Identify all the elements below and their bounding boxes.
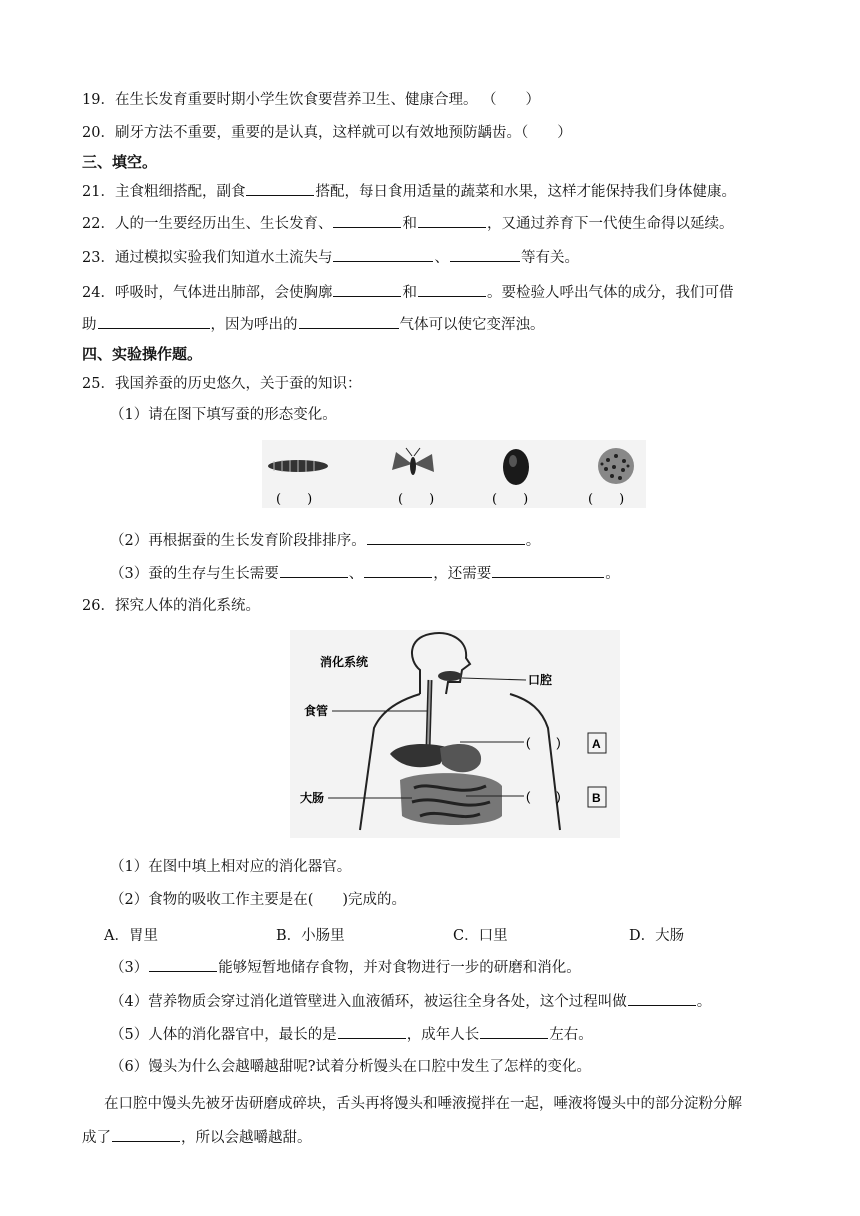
digestive-system-svg	[290, 630, 620, 838]
answer-blank[interactable]	[338, 1024, 406, 1039]
stage-3-blank: ( )	[492, 492, 529, 507]
answer-blank[interactable]	[333, 247, 433, 262]
label-mouth: 口腔	[528, 673, 553, 687]
silkworm-stages-svg	[262, 440, 646, 508]
stage-1-blank: ( )	[276, 492, 313, 507]
question-24-line-2: 助 ，因为呼出的 气体可以使它变浑浊。	[82, 314, 545, 335]
question-23: 23．通过模拟实验我们知道水土流失与 、 等有关。	[82, 247, 579, 268]
question-26-part-2: （2）食物的吸收工作主要是在( )完成的。	[110, 892, 407, 908]
digestive-system-figure	[290, 630, 620, 838]
section-4-heading: 四、实验操作题。	[82, 345, 203, 363]
answer-blank[interactable]	[418, 282, 486, 297]
question-25-stem: 25．我国养蚕的历史悠久，关于蚕的知识：	[82, 376, 362, 392]
moth-icon	[392, 448, 434, 475]
question-25-part-1: （1）请在图下填写蚕的形态变化。	[110, 407, 337, 423]
question-26-part-3: （3） 能够短暂地储存食物，并对食物进行一步的研磨和消化。	[110, 957, 581, 978]
eggs-icon	[598, 448, 634, 484]
question-25-part-3: （3）蚕的生存与生长需要 、 ，还需要 。	[110, 563, 620, 584]
question-26-stem: 26．探究人体的消化系统。	[82, 598, 260, 614]
question-19: 19．在生长发育重要时期小学生饮食要营养卫生、健康合理。 （ ）	[82, 92, 541, 108]
question-26-part-5: （5）人体的消化器官中，最长的是 ，成年人长 左右。	[110, 1024, 593, 1045]
answer-blank[interactable]	[364, 563, 432, 578]
answer-blank[interactable]	[480, 1024, 548, 1039]
question-25-part-2: （2）再根据蚕的生长发育阶段排排序。 。	[110, 530, 540, 551]
answer-blank[interactable]	[492, 563, 604, 578]
question-26-part-4: （4）营养物质会穿过消化道管壁进入血液循环，被运往全身各处，这个过程叫做 。	[110, 991, 711, 1012]
question-20: 20．刷牙方法不重要，重要的是认真，这样就可以有效地预防龋齿。（ ）	[82, 125, 572, 141]
stage-2-blank: ( )	[398, 492, 435, 507]
label-esophagus: 食管	[304, 704, 329, 718]
option-b[interactable]: B．小肠里	[276, 928, 345, 944]
answer-blank[interactable]	[367, 530, 525, 545]
answer-paragraph-line-1: 在口腔中馒头先被牙齿研磨成碎块，舌头再将馒头和唾液搅拌在一起，唾液将馒头中的部分淀粉分解	[104, 1096, 742, 1112]
label-large-intestine: 大肠	[300, 791, 325, 805]
option-d[interactable]: D．大肠	[629, 928, 685, 944]
option-a[interactable]: A．胃里	[104, 928, 158, 944]
larva-icon	[268, 460, 328, 472]
answer-blank[interactable]	[246, 181, 314, 196]
box-a: A	[592, 737, 601, 751]
answer-blank[interactable]	[418, 213, 486, 228]
option-c[interactable]: C．口里	[453, 928, 508, 944]
blank-a: ( )	[526, 735, 561, 750]
cocoon-icon	[503, 449, 529, 485]
answer-blank[interactable]	[112, 1127, 180, 1142]
figure-title: 消化系统	[320, 655, 369, 669]
stage-4-blank: ( )	[588, 492, 625, 507]
silkworm-life-cycle-figure	[262, 440, 646, 508]
answer-blank[interactable]	[333, 213, 401, 228]
section-3-heading: 三、填空。	[82, 153, 158, 171]
question-22: 22．人的一生要经历出生、生长发育、 和 ，又通过养育下一代使生命得以延续。	[82, 213, 733, 234]
question-21: 21．主食粗细搭配，副食 搭配，每日食用适量的蔬菜和水果，这样才能保持我们身体健康。	[82, 181, 736, 202]
question-26-part-1: （1）在图中填上相对应的消化器官。	[110, 859, 352, 875]
question-26-part-6: （6）馒头为什么会越嚼越甜呢?试着分析馒头在口腔中发生了怎样的变化。	[110, 1059, 591, 1075]
answer-blank[interactable]	[450, 247, 520, 262]
answer-blank[interactable]	[333, 282, 401, 297]
answer-blank[interactable]	[280, 563, 348, 578]
answer-blank[interactable]	[149, 957, 217, 972]
answer-blank[interactable]	[628, 991, 696, 1006]
answer-blank[interactable]	[98, 314, 210, 329]
question-24-line-1: 24．呼吸时，气体进出肺部，会使胸廓 和 。要检验人呼出气体的成分，我们可借	[82, 282, 733, 303]
box-b: B	[592, 791, 601, 805]
blank-b: ( )	[526, 789, 561, 804]
answer-blank[interactable]	[299, 314, 399, 329]
answer-paragraph-line-2: 成了 ，所以会越嚼越甜。	[82, 1127, 312, 1148]
